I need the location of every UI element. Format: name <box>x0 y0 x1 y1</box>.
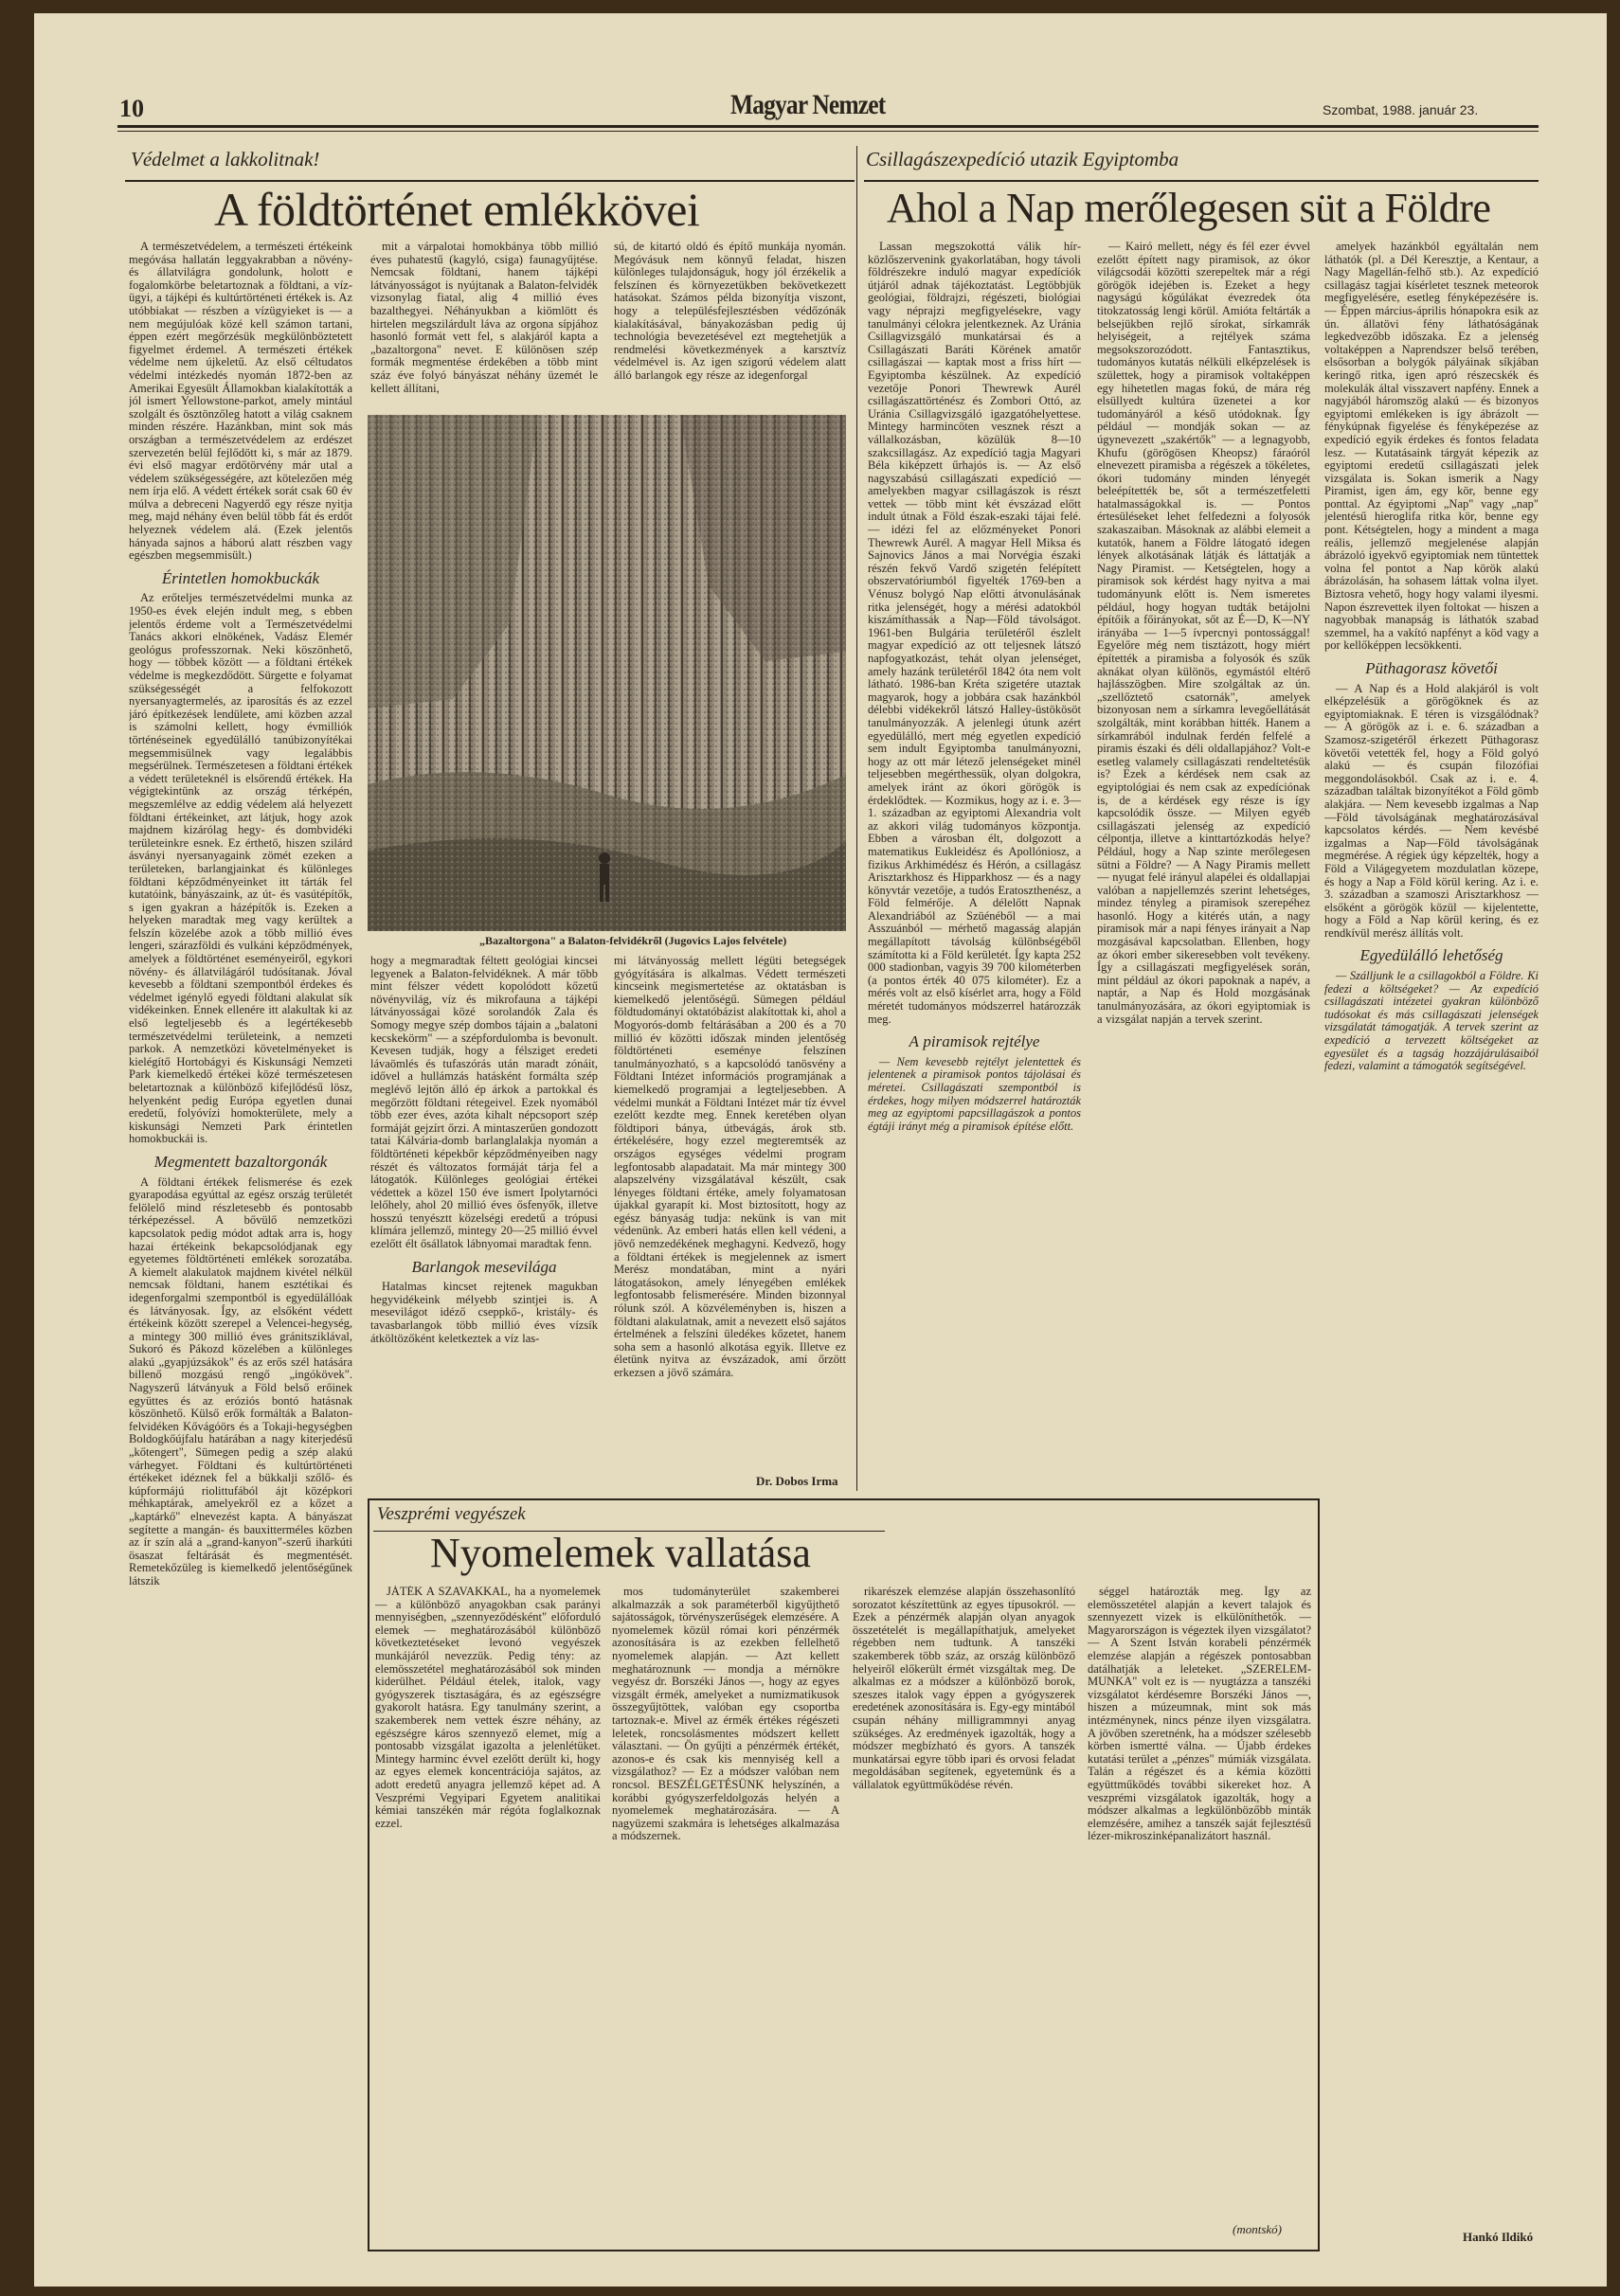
left-col-2-top: mit a várpalotai homokbánya több millió éves puhatestű (kagyló, csiga) faunagyűjtése. Nemcsak földtani, hanem tájképi látványosságot is nyújtanak a Balaton-felvidék vizsonylag fiatal, alig 4 millió éves bazalthegyei. Néhányukban a kiömlött és hirtelen megszilárdult láva az orgona sípjához hasonló formát vett fel, s alakjáról kapta a „bazaltorgona" nevet. E különösen szép formák megmentése érdekében a több mint száz éve folyó bányászat néhány üzemét le kellett állítani, <box>370 241 598 395</box>
right-subhead-1: A piramisok rejtélye <box>909 1032 1040 1051</box>
left-byline: Dr. Dobos Irma <box>756 1474 838 1488</box>
column-divider <box>856 146 857 1491</box>
bottom-headline: Nyomelemek vallatása <box>430 1530 811 1576</box>
right-col-3: amelyek hazánkból egyáltalán nem láthatók (pl. a Dél Keresztje, a Kentaur, a Nagy Magellán-felhő stb.). Az expedíció csillagász tagjai kísérletet tesznek meteorok megfigyelésére, esetleg fényképezésére is. — Éppen március-április hónapokra esik az ún. állatövi fény láthatóságának legkedvezőbb időszaka. Ez a jelenség voltaképpen a Naprendszer belső terében, elsősorban a bolygók pályáinak síkjában keringő ritka, igen apró részecskék és molekulák által visszavert napfény. Ennek a nagyjából háromszög alakú — és bizonyos egyiptomi emlékeken is így ábrázolt — fénykúpnak figyelése és fényképezése az expedíció egyik érdekes és fontos feladata lesz. — Kutatásaink tárgyát képezik az egyiptomi eredetű csillagászati jelek vizsgálata is. Sokan ismerik a Nagy Piramist, igen ám, egy kör, benne egy ponttal. Az égyiptomi „Nap" vagy „nap" jelentésű hieroglifa ritka kör, benne egy pont. Kétségtelen, hogy a mindent a maga reális, jellemző megjelenése alapján ábrázoló igyekvő egyiptomiak nem tüntettek volna fel pontot a Nap körök alakú ábrázolásán, ha sohasem láttak volna ilyet. Biztosra vehető, hogy hogy valami ilyesmi. Napon észrevettek ilyen foltokat — hiszen a nagyobbak manapság is láthatók szabad szemmel, ha a vakító napfényt a köd vagy a por kellőképpen lecsökkenti. Püthagorasz követői — A Nap és a Hold alakjáról is volt elképzelésük a görögöknek és az egyiptomiaknak. E téren is vizsgálódnak? — A görögök az i. e. 6. században a Szamosz-szigetéről érkezett Püthagorasz követői vetették fel, hogy a Föld golyó alakú — és csupán filozófiai meggondolásokból. Csak az i. e. 4. században találtak bizonyítékot a Föld gömb alakjára. — Nem kevesebb izgalmas a Nap—Föld távolságának meghatározásával kapcsolatos kérdés. — Nem kevésbé izgalmas a Nap—Föld távolságának megmérése. A régiek úgy képzelték, hogy a Föld a Világegyetem mozdulatlan közepe, és hogy a Nap a Föld körül kering. Az i. e. 3. században a szamoszi Arisztarkhosz — elsőként a görögök közül — kijelentette, hogy a Föld a Nap körül kering, és ez rendkívül merész állítás volt. Egyedülálló lehetőség — Szálljunk le a csillagokból a Földre. Ki fedezi a költségeket? — Az expedíció csillagászati intézetei gyakran különböző tudósokat és más csillagászati jelenségek vizsgálatát támogatják. A tervek szerint az expedíció a tervezett költségeket az egyesület és a tagság hozzájárulásaiból fedezi, valamint a támogatók segítségével. <box>1324 241 1539 1073</box>
masthead-rule-bottom <box>117 131 1539 132</box>
left-col-3-top: sú, de kitartó oldó és építő munkája nyomán. Megóvásuk nem könnyű feladat, hiszen különleges tulajdonságuk, hogy jól érzékelik a felszínen és környezetükben bekövetkezett hatásokat. Számos példa bizonyítja viszont, hogy a településfejlesztésben védőzónák kialakításával, bányakozásban pedig új technológia bevezetésével ezt megtehetjük a rendmelési következmények a karsztvíz védelmével is. Az igen szigorú védelem alatt álló barlangok egy része az idegenforgal <box>614 241 846 382</box>
right-col-1: Lassan megszokottá válik hírközlőszervenink gyakorlatában, hogy távoli földrészekre induló magyar expedíciók útjáról adnak tájékoztatást. Legtöbbjük geológiai, földrajzi, régészeti, biológiai vagy néprajzi megfigyelésekre, vagy tanulmányi célokra jelentkeznek. Az Uránia Csillagvizsgáló munkatársai és a Csillagászati Baráti Körének amatőr csillagászai — kaptak most a friss hírt — Egyiptomba készülnek. Az expedíció vezetője Ponori Thewrewk Aurél csillagászattörténész és Zombori Ottó, az Uránia Csillagvizsgáló igazgatóhelyettese. Mintegy harmincöten vesznek részt a vállalkozásban, közülük 8—10 szakcsillagász. Az expedíció tagja Magyari Béla kiképzett űrhajós is. — Az első nagyszabású csillagászati expedíció — amelyekben magyar csillagászok is részt vettek — több mint két évszázad előtt indult útnak a Föld észak-eszaki tájai felé. — idézi fel az előzményeket Ponori Thewrewk Aurél. A magyar Hell Miksa és Sajnovics János a mai Norvégia északi részén fekvő Vardő szigetén felépített obszervatóriumból figyelték 1769-ben a Vénusz bolygó Nap előtti átvonulásának ritka jelenségét, hogy a mérési adatokból kiszámíthassák a Nap—Föld távolságot. 1961-ben Bulgária területéről észlelt magyar expedíció az ott teljesnek látszó napfogyatkozást, tehát olyan jelenséget, amely hazánk területéről 1842 óta nem volt látható. 1986-ban Kréta szigetére utaztak magyarok, hogy a jobbára csak hazánkból délebbi vidékekről látszó Halley-üstökösöt tanulmányozzák. A jelenlegi útunk azért egyedülálló, mert még egyetlen expedíció sem indult Egyiptomba tanulmányozni, hogy az ott már létező jelenségeket minél teljesebben megérthessük, olyan dolgokra, amelyek iránt az ókori görögök is érdeklődtek. — Kozmikus, hogy az i. e. 3—1. században az egyiptomi Alexandria volt az akkori világ tudományos központja. Ebben a városban élt, dolgozott a matematikus Eukleidész és Apollóniosz, a fizikus Arkhimédész és Hérón, a csillagász Arisztarkhosz és Hipparkhosz — és a nagy könyvtár vezetője, a tudós Eratoszthenész, a Föld felmérője. A délelőtt Napnak Alexandriából az Szüénéből — a mai Asszuánból — mérhető magasság alapján megállapított távolság különbségéből számította ki a Föld kerületét. Így kapta 252 000 stadionban, vagyis 39 700 kilométerben (a pontos érték 40 075 kilométer). Ez a mérés volt az első kísérlet arra, hogy a Föld méretét tudományos módszerrel határozzák meg. A piramisok rejtélye — Nem kevesebb rejtélyt jelentettek és jelentenek a piramisok pontos tájolásai és méretei. Csillagászati szempontból is érdekes, hogy milyen módszerrel határozták meg az egyiptomi papcsillagászok a pontos égtáji irányt még a piramisok építése előtt. <box>868 241 1081 1133</box>
right-subhead-3: Egyedülálló lehetőség <box>1359 946 1503 965</box>
bottom-box-rule-left <box>368 1498 369 2251</box>
paper-name: Magyar Nemzet <box>730 89 886 120</box>
left-col-2-bottom: hogy a megmaradtak féltett geológiai kincsei legyenek a Balaton-felvidéknek. A már több mint félszer védett kopolódott kőzetű növényvilág, víz és mikrofauna a tájképi látványosságai közé sorolandók Zala és Somogy megye szép dombos tájain a „balatoni kecskekörm" — a szépfordulomba is bevonult. Kevesen tudják, hogy a félsziget eredeti lávaömlés és tufaszórás után maradt zónáit, idővel a hullámzás hatásként formálta szép meglévő lejtőn álló ép árkok a partokkal és megőrzött földtani rétegeivel. Ezek nyomából több ezer éves, azóta kihalt népcsoport szép formáját gejzírt őrzi. A mintaszerűen gondozott tatai Kálvária-domb barlanglalakja nyomán a földtörténeti képekbőr képződményeiben nagy részét és változatos formáját tárja fel a látogatók. Különleges geológiai értékei védettek a közel 150 éve ismert Ipolytarnóci lelőhely, ahol 20 millió éves ősfenyők, illetve hosszú tenyésztt közelségi eredetű a trópusi klímára jellemző, mintegy 20—25 millió évvel ezelőtt élt ősállatok lábnyomai maradtak fenn. Barlangok mesevilága Hatalmas kincset rejtenek magukban hegyvidékeink mélyebb szintjei is. A mesevilágot idéző cseppkő-, kristály- és tavasbarlangok több millió éves vízsík átköltözőként keletkeztek a víz las- <box>370 955 598 1345</box>
left-body-2: A földtani értékek felismerése és ezek gyarapodása egyúttal az egész ország területét felölelő mind részletesebb és pontosabb térképezéssel. A bővülő nemzetközi kapcsolatok pedig módot adtak arra is, hogy hazai értékeink bekapcsolódjanak egy egyetemes földtörténeti emlékek sorozatába. A kiemelt alakulatok majdnem kivétel nélkül nemcsak földtani, hanem esztétikai és idegenforgalmi szempontból is egyedülállóak és látványosak. Így, az elsőként védett értékeink között szerepel a Velencei-hegység, a mintegy 300 millió éves gránitsziklával, Sukoró és Pákozd közelében a különleges alakú „gyapjúzsákok" és az erős szél hatására billenő mozgású rengő „ingókövek". Nagyszerű látványuk a Föld belső erőinek együttes és az eróziós bontó hatásnak köszönhető. Külső erők formálták a Balaton-felvidéken Kővágóörs és a Tokaji-hegységben Boldogkőújfalu határában a nagy kiterjedésű „kőtengert", Sümegen pedig a szép alakú várhegyet. Földtani és kultúrtörténeti értékeket idéznek fel a bükkalji szőlő- és kúpformájú riolittufából ájt középkori méhkaptárak, amelyekről ez a kőzet a „kaptárkő" elnevezést kapta. A bányászat segítette a mangán- és bauxitterméles közben az ír szín alá a „grand-kanyon"-szerű iharkúti ösaszat feltárását és megmentését. Remetekőzüleg is kiemelkedő jelentőségűnek látszik <box>129 1175 352 1587</box>
right-headline: Ahol a Nap merőlegesen süt a Földre <box>887 185 1491 231</box>
left-subhead-3: Barlangok mesevilága <box>411 1257 557 1276</box>
bottom-col-2: mos tudományterület szakemberei alkalmazzák a sok paraméterből kigyűjthető sajátosságok, törvényszerűségek elemzésére. A nyomelemek közül római kori pénzérmék azonosítására is az ezekben fellelhető nyomelemek alapján. — Azt kellett meghatároznunk — mondja a mérnökre vegyész dr. Borszéki János —, hogy az egyes vizsgált érmék, amelyeket a numizmatikusok összegyűjtöttek, valóban egy csoportba tartoznak-e. Mivel az érmék értékes régészeti leletek, roncsolásmentes módszert kellett választani. — Ön gyűjti a pénzérmék értékét, azonos-e és csak kis mennyiség kell a vizsgálathoz? — Ez a módszer valóban nem roncsol. BESZÉLGETÉSÜNK helyszínén, a korábbi gyógyszerfeldolgozás helyén a nyomelemek meghatározására. — A nagyüzemi szakmára is lehetséges alkalmazása a módszernek. <box>612 1586 839 1843</box>
newspaper-page <box>34 13 1607 2287</box>
left-col-1 <box>129 241 352 1927</box>
left-kicker: Védelmet a lakkolitnak! <box>131 148 320 170</box>
left-intro: A természetvédelem, a természeti értékeink megóvása hallatán leggyakrabban a növény- és állatvilágra gondolunk, holott e fogalomkörbe beletartoznak a földtani, a vízügyi, a tájképi és kultúrtörténeti értékek is. Az utóbbiakat — részben a vízügyieket is — a nem megújulóak közé kell számon tartani, éppen ezért megőrzésük megkülönböztetett figyelmet érdemel. A természeti értékek védelme nem újkeletű. Az első céltudatos védelmi intézkedés nyomán 1872-ben az Amerikai Egyesült Államokban kialakították a jól ismert Yellowstone-parkot, amely mintául szolgált és ösztönzőleg hatott a világ csaknem minden részére. Hazánkban, mint sok más országban a természetvédelem az erdészet szervezetén belül fejlődött ki, s már az 1879. évi első magyar erdőtörvény már utal a védelem szükségességére, azt kötelezően még nem írja elő. A védett értékek sorát csak 60 év múlva a debreceni Nagyerdő egy része nyitja meg, majd néhány éven belül több fát és erdőt helyeznek védelem alá. (Ezek jelentős hányada sajnos a háború alatt részben vagy egészben megsemmisült.) <box>129 241 352 563</box>
page-number: 10 <box>119 95 144 122</box>
right-col-2: — Kairó mellett, négy és fél ezer évvel ezelőtt épített nagy piramisok, az ókor világcsodái közötti szerepeltek már a régi görögök idejében is. Ezeket a hegy nagyságú kőgúlákat évezredek óta titokzatosság lengi körül. Amióta feltárták a belsejükben rejlő sírokat, sírkamrák helyiségeit, a rejtélyek száma megsokszorozódott. Fantasztikus, tudományos kutatás nélküli elképzelések is születtek, hogy a piramisok voltaképpen egy hihetetlen magas fokú, de mára rég elsüllyedt kultúra üzenetei a kor tudományáról a késő utódoknak. Így például — mondják sokan — az úgynevezett „szakértők" — a legnagyobb, Khufu (görögösen Kheopsz) fáraóról elnevezett piramisba a régészek a tökéletes, ókori tudomány minden lényegét beleépítették be, sőt a természetfeletti hatalmasságokkal is. — Pontos értesüléseket lehet felfedezni a folyosók szakaszaiban. Másoknak az alábbi elemeit a kutatók, hanem a Földre látogató idegen lények alkotásának látják és láttatják a Nagy Piramist. — Ketségtelen, hogy a piramisok sok kérdést hagy nyitva a mai tudományunk előtt is. Nem ismeretes például, hogy hogyan tudták betájolni építőik a főirányokat, sőt az É—D, K—NY irányába — 1—5 ívpercnyi pontossággal! Egyelőre még nem tisztázott, hogy miért építették a piramisba a folyosók és szűk aknákat olyan különös, egymástól eltérő hajlásszögben. Mire szolgáltak az ún. „szellőztető csatornák", amelyek bizonyosan nem a sírkamra levegőellátását szolgálták, mint korábban hitték. Hanem a sírkamrából indulnak ferdén felfelé a piramis északi és déli oldallapjához? Volt-e esetleg valamely csillagászati rendeltetésük is? Ezek a kérdések nem csak az egyiptológiai és nem csak az expedíciónak is, de a kérdések egy része is így kapcsolódik össze. — Milyen egyéb csillagászati jelenség az expedíció célpontja, illetve a kinttartózkodás helye? Például, hogy a Nap szinte merőlegesen sütni a Földre? — A Nagy Piramis mellett — nyugat felé irányul alapélei és oldallapjai valóban a napjellemzés szerint lehetséges, mindez tényleg a piramisok szerepéhez hasonló. Hogy a kitérés után, a nagy piramisok már a napi fényes irányait a Nap mozgásával kapcsolatban. Ellenben, hogy az ókori ember sikeresebben volt tevékeny. Így a csillagászati megfigyelések során, mint például az ókori papoknak a napév, a naptár, a Nap és Hold mozgásának tanulmányozására, az ókori egyiptomiak is a vizsgálat napján a tervek szerint. <box>1097 241 1310 1026</box>
left-col-3-bottom: mi látványosság mellett légüti betegségek gyógyítására is alkalmas. Védett természeti kincseink megismertetése az oktatásban is kiemelkedő jelentőségű. Sümegen például földtudományi oktatóbázist alakítottak ki, ahol a Mogyorós-domb feltárásában a 200 és a 70 millió év közötti időszak minden jelentőség földtörténeti eseménye felszínen tanulmányozható, s a kapcsolódó tanösvény a Földtani Intézet információs programjának a kiemelkedő programjai a legteljesebben. A védelmi munkát a Földtani Intézet már tíz évvel ezelőtt kezdte meg. Ennek keretében olyan földtipori bánya, útbevágás, árok stb. értékelésére, hogy ezzel megteremtsék az országos egységes védelmi program legfontosabb alapadatait. Ma már mintegy 300 alapszelvény vizsgálatával készült, csak lényeges földtani értéke, amely folyamatosan újakkal gyarapít ki. Most biztosított, hogy az egész bányaság tudja: nekünk is van mit védenünk. Az emberi hatás ellen kell védeni, a jövő nemzedékének meghagyni. Kedvező, hogy a földtani értékek is megjelennek az ismert Merész mondatában, mint a nyári látogatásokon, amely lényegében emlékek legfontosabb felismerésére. Minden bizonnyal rólunk szól. A közvéleményben is, hiszen a földtani alakulatnak, amit a nevezett első sajátos értelmének a felszíni üledékes kőzetet, hanem soha sem a hasonló alkotása egyik. Illetve ez életünk nyitva az évszázadok, ami őrzött erkezsen a jövő számára. <box>614 955 846 1379</box>
issue-date: Szombat, 1988. január 23. <box>1323 102 1479 117</box>
right-byline: Hankó Ildikó <box>1463 2230 1534 2244</box>
right-subhead-2: Püthagorasz követői <box>1365 659 1498 677</box>
bottom-byline: (montskó) <box>1233 2222 1282 2236</box>
bottom-col-1: JÁTÉK A SZAVAKKAL, ha a nyomelemek — a különböző anyagokban csak parányi mennyiségben, „szennyeződésként" előforduló elemek — meghatározásából különböző következtetéseket levonó vegyészek munkájáról nevezzük. Pedig tény: az elemösszetétel meghatározásából sok minden kiderülhet. Például ételek, italok, vagy gyógyszerek tisztaságára, és az egészségre gyakorolt hatásra. Egy tanulmány szerint, a szakemberek nem vettek észre néhány, az egészségre káros szennyező elemet, míg a pontosabb vizsgálat igazolta a jelenlétüket. Mintegy harminc évvel ezelőtt derült ki, hogy az egyes elemek koncentrációja sajátos, az adott eredetű anyagra jellemző képet ad. A Veszprémi Vegyipari Egyetem analitikai kémiai tanszékén már régóta foglalkoznak ezzel. <box>375 1586 601 1830</box>
left-body-1: Az erőteljes természetvédelmi munka az 1950-es évek elején indult meg, s ebben jelentős érdeme volt a Természetvédelmi Tanács akkori elnökének, Vadász Elemér geológus professzornak. Neki köszönhető, hogy — többek között — a földtani értékek védelme is megkezdődött. Sürgette e folyamat szükségességét a felfokozott nyersanyagtermelés, az iparosítás és az ezzel járó építkezések lendülete, ami közben azzal is számolni kellett, hogy évmilliók történéseinek egyedülálló tanúbizonyítékai megsemmisülnek vagy legalábbis megsérülnek. Természetesen a földtani értékek a védett területeknél is elsőrendű értékek. Ha végigtekintünk az ország térképén, megszemlélve az eddig védelem alá helyezett földtani értékeinket, azt látjuk, hogy azok majdnem kizárólag hegy- és dombvidéki területeinkre esnek. Ez érthető, hiszen szilárd ásványi nyersanyagaink zömét ezeken a területeken, barlangjainkat és különleges földtani képződményeinket itt tárták fel kutatóink, bányászaink, az út- és vasútépítők, s igen gyakran a házépítők is. Ezeken a helyeken maradtak meg vagy kerültek a felszín közelébe azok a több millió éves lengeri, szárazföldi és vulkáni képződmények, amelyek a földtörténet eseményeiről, egykori növény- és állatvilágáról tudósítanak. Jóval kevesebb a földtani szempontból érdekes és védelmet igénylő egyedi földtani alakulat sík vidékeinken. Ennek ellenére itt alakultak ki az első legteljesebb és a legértékesebb természetvédelmi területeink, a nemzeti parkok. A nemzetközi követelményeket is kielégítő Hortobágyi és Kiskunsági Nemzeti Park kiemelkedő értékei közé természetesen beletartoznak a különböző kifejlődésű lösz, helyenként pedig Európa egyetlen dunai eredetű, folyóvízi homokterülete, mely a kiskunsági Nemzeti Park érintetlen homokbuckái is. <box>129 591 352 1146</box>
left-subhead-2: Megmentett bazaltorgonák <box>153 1152 328 1171</box>
basalt-organ-photo <box>368 415 846 931</box>
bottom-col-4: séggel határozták meg. Így az elemösszetétel alapján a kevert talajok és szennyezett vizek is elkülöníthetők. — Magyarországon is végeztek ilyen vizsgálatot? — A Szent István korabeli pénzérmék elemzése alapján a régészek pontosabban datálhatják a leleteket. „SZERELEM-MUNKA" volt ez is — nyugtázza a tanszéki vizsgálatot kérdésemre Borszéki János —, hiszen a múzeumnak, mint sok más intézménynek, nincs pénze ilyen vizsgálatra. A jövőben szeretnénk, ha a módszer szélesebb körben ismertté válna. — Újabb érdekes kutatási terület a „pénzes" múmiák vizsgálata. Talán a régészet és a kémia közötti együttműködés további sikereket hoz. A veszprémi vizsgálatok igazolták, hogy a módszer alkalmas a legkülönbözőbb minták elemzésére, amihez a tanszék saját fejlesztésű lézer-mikroszinképanalizátort használ. <box>1088 1586 1311 1843</box>
left-headline: A földtörténet emlékkövei <box>214 183 700 236</box>
bottom-box-rule-top <box>368 1498 1320 1500</box>
bottom-col-3: rikarészek elemzése alapján összehasonlító sorozatot készítettünk az egyes típusokról. — Ezek a pénzérmék alapján olyan anyagok összetételét is megállapíthatjuk, amelyeket régebben nem tudtunk. A tanszéki szakemberek több száz, az ország különböző helyeiről előkerült érmét vizsgáltak meg. De alkalmas ez a módszer a különböző borok, szeszes italok vagy éppen a gyógyszerek eredetének azonosítására is. Egy-egy mintából csupán néhány milligrammnyi anyag szükséges. Az eredmények igazolták, hogy a módszer megbízható és gyors. A tanszék munkatársai egyre több ipari és orvosi feladat megoldásában segítenek, egyetemünk és a vállalatok együttműködése révén. <box>853 1586 1075 1791</box>
bottom-box-rule-bottom <box>368 2250 1320 2251</box>
left-subhead-1: Érintetlen homokbuckák <box>161 568 320 587</box>
right-kicker: Csillagászexpedíció utazik Egyiptomba <box>866 148 1179 170</box>
bottom-box-rule-right <box>1318 1498 1320 2251</box>
photo-caption: „Bazaltorgona" a Balaton-felvidékről (Jugovics Lajos felvétele) <box>479 934 787 947</box>
bottom-kicker: Veszprémi vegyészek <box>377 1504 526 1524</box>
masthead-rule-top <box>117 125 1539 128</box>
right-kicker-rule <box>864 180 1539 182</box>
photo-illustration <box>368 415 846 931</box>
